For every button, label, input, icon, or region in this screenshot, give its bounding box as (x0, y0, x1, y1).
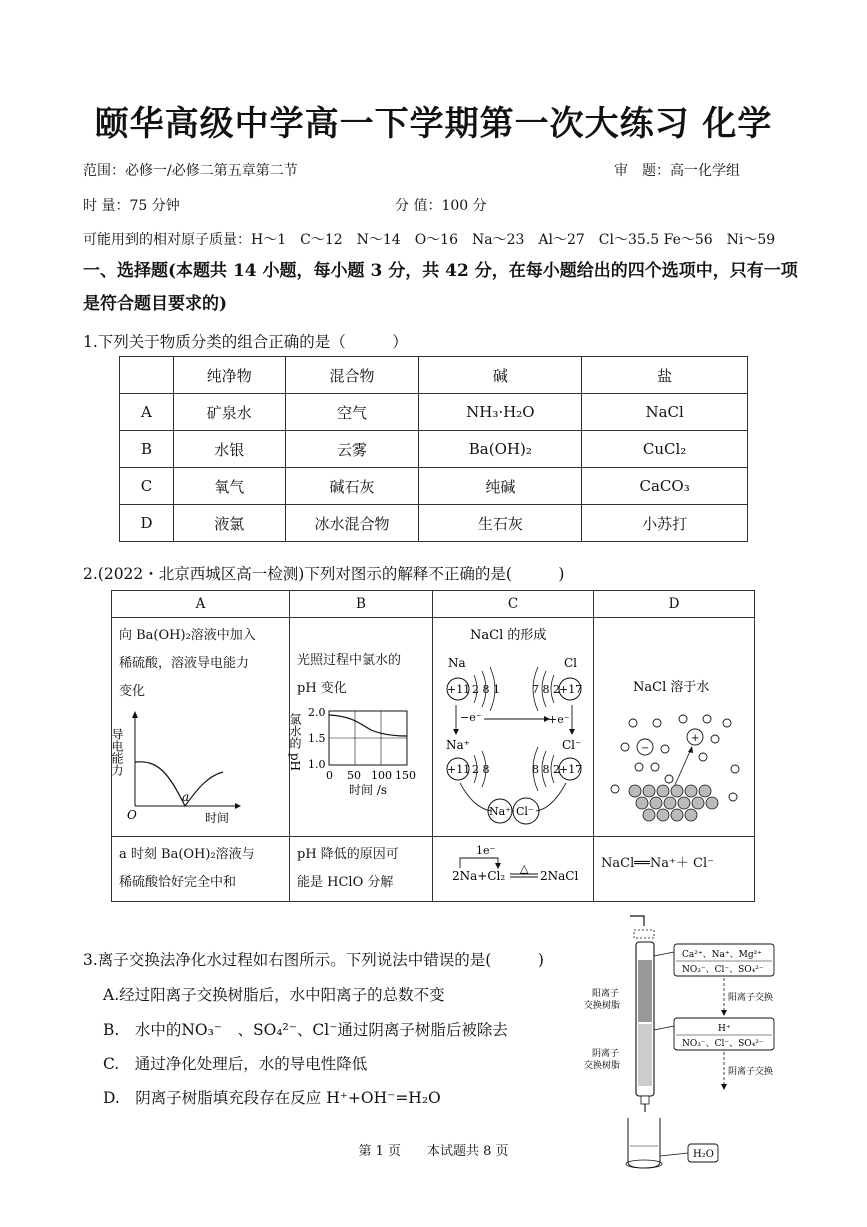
cell-d-explanation (594, 837, 755, 902)
table-cell: 云雾 (285, 431, 419, 468)
time: 时 量：75 分钟 (83, 198, 180, 214)
q1-stem: 1.下列关于物质分类的组合正确的是（ ） (83, 333, 408, 351)
score: 分 值：100 分 (395, 198, 487, 214)
b-xtick: 150 (395, 769, 416, 782)
d-title: NaCl 溶于水 (633, 680, 710, 695)
table-header: 混合物 (285, 357, 419, 394)
conductivity-graph (110, 706, 288, 825)
c-lose: −e⁻ (460, 711, 482, 724)
a-desc-line: 稀硫酸，溶液导电能力 (119, 656, 250, 671)
minus-ion-symbol: − (641, 743, 650, 754)
scope: 范围：必修一/必修二第五章第二节 (83, 163, 298, 179)
c-na: Na (448, 656, 466, 670)
nacl-formation-diagram (434, 619, 592, 831)
table-row (120, 505, 748, 542)
c-title: NaCl 的形成 (470, 628, 547, 643)
crystal-lattice (629, 785, 718, 821)
table-cell: CaCO₃ (582, 468, 748, 505)
c-cl-ion-top: Cl⁻ (562, 738, 582, 752)
redox-equation (434, 838, 592, 896)
c-expl-e: 1e⁻ (476, 844, 496, 857)
table-header: B (290, 591, 433, 618)
q1-table (119, 356, 748, 542)
c-cl-ion: Cl⁻ (516, 805, 534, 818)
q3-option-b: B. 水中的NO₃⁻ 、SO₄²⁻、Cl⁻通过阴离子树脂后被除去 (103, 1021, 508, 1039)
table-cell: 氧气 (173, 468, 285, 505)
b-desc-line: pH 变化 (297, 681, 347, 696)
c-na-ion: Na⁺ (489, 805, 511, 818)
cation-step: 阳离子交换 (728, 993, 774, 1003)
c-na-ion-shells: 2 8 (472, 763, 490, 776)
anion-label-1: 阴离子 (592, 1049, 620, 1059)
c-expl-cond: △ (520, 862, 529, 875)
a-xlabel: 时间 (205, 811, 230, 825)
table-cell: A (120, 394, 174, 431)
cell-b-figure (290, 618, 433, 837)
table-header-row (120, 357, 748, 394)
c-cl-ion-shells: 8 8 2 (532, 763, 560, 776)
a-desc-line: 向 Ba(OH)₂溶液中加入 (119, 628, 256, 643)
c-cl-shells: 7 8 2 (532, 683, 560, 696)
plus-ion-symbol: + (691, 733, 700, 744)
table-header: 纯净物 (173, 357, 285, 394)
table-cell: NaCl (582, 394, 748, 431)
table-cell: 生石灰 (419, 505, 582, 542)
b-ylabel: 氯水的 pH (288, 713, 302, 771)
c-cl-nucleus: +17 (559, 683, 583, 696)
a-expl-line: a 时刻 Ba(OH)₂溶液与 (119, 847, 255, 862)
cation-label-1: 阳离子 (592, 989, 620, 999)
table-cell: 纯碱 (419, 468, 582, 505)
table-row (112, 837, 755, 902)
anion-label-2: 交换树脂 (584, 1061, 621, 1071)
c-na-ion-top: Na⁺ (446, 738, 470, 752)
c-cl: Cl (564, 656, 578, 670)
table-cell: 液氯 (173, 505, 285, 542)
page-title: 颐华高级中学高一下学期第一次大练习 化学 (94, 104, 773, 144)
cell-b-explanation (290, 837, 433, 902)
table-cell: 空气 (285, 394, 419, 431)
table-header: D (594, 591, 755, 618)
table-header-row (112, 591, 755, 618)
d-expl: NaCl══Na⁺＋ Cl⁻ (601, 856, 714, 871)
cell-d-figure (594, 618, 755, 837)
q2-table (111, 590, 755, 902)
q3-option-a: A.经过阳离子交换树脂后，水中阳离子的总数不变 (103, 986, 445, 1004)
c-na-shells: 2 8 1 (472, 683, 500, 696)
table-row (120, 468, 748, 505)
atomic-masses: 可能用到的相对原子质量：H～1 C～12 N～14 O～16 Na～23 Al～27 Cl～35.5 Fe～56 Ni～59 (83, 232, 776, 248)
ion-exchange-apparatus (578, 912, 788, 1174)
a-desc-line: 变化 (119, 684, 146, 699)
top-box-anions: NO₃⁻、Cl⁻、SO₄²⁻ (682, 965, 764, 975)
table-cell: 冰水混合物 (285, 505, 419, 542)
b-desc-line: 光照过程中氯水的 (297, 653, 402, 668)
table-cell: CuCl₂ (582, 431, 748, 468)
q2-stem: 2.(2022・北京西城区高一检测)下列对图示的解释不正确的是( ) (83, 565, 565, 583)
q3-option-d: D. 阴离子树脂填充段存在反应 H⁺+OH⁻=H₂O (103, 1089, 441, 1107)
section-heading-line2: 是符合题目要求的) (83, 294, 228, 314)
mid-box-cation: H⁺ (718, 1024, 731, 1034)
table-cell: Ba(OH)₂ (419, 431, 582, 468)
bottom-box-water: H₂O (693, 1149, 714, 1160)
nacl-dissolution-diagram (595, 619, 753, 831)
q3-option-c: C. 通过净化处理后，水的导电性降低 (103, 1055, 368, 1073)
table-cell: 碱石灰 (285, 468, 419, 505)
table-header: C (433, 591, 594, 618)
table-cell: D (120, 505, 174, 542)
b-expl-line: pH 降低的原因可 (297, 847, 399, 862)
a-expl-line: 稀硫酸恰好完全中和 (119, 875, 237, 890)
table-row (120, 431, 748, 468)
table-header: 碱 (419, 357, 582, 394)
table-row (112, 618, 755, 837)
table-cell: 小苏打 (582, 505, 748, 542)
q3-stem: 3.离子交换法净化水过程如右图所示。下列说法中错误的是( ) (83, 951, 544, 969)
table-cell: NH₃·H₂O (419, 394, 582, 431)
page-footer: 第 1 页 本试题共 8 页 (358, 1144, 509, 1159)
ph-graph (288, 703, 431, 799)
table-header: 盐 (582, 357, 748, 394)
table-header: A (112, 591, 290, 618)
table-header (120, 357, 174, 394)
a-ylabel: 导电能力 (110, 728, 124, 776)
c-gain: +e⁻ (548, 713, 570, 726)
b-xlabel: 时间 /s (349, 783, 388, 797)
mid-box-anions: NO₃⁻、Cl⁻、SO₄²⁻ (682, 1039, 764, 1049)
table-cell: 水银 (173, 431, 285, 468)
a-origin: O (127, 808, 137, 822)
table-cell: B (120, 431, 174, 468)
cell-a-figure (112, 618, 290, 837)
c-na-nucleus: +11 (447, 683, 471, 696)
a-point: a (182, 790, 190, 804)
cell-c-explanation (433, 837, 594, 902)
c-cl-ion-nucleus: +17 (559, 763, 583, 776)
b-ytick: 2.0 (308, 706, 326, 719)
cation-label-2: 交换树脂 (584, 1001, 621, 1011)
c-expl-left: 2Na+Cl₂ (452, 869, 506, 883)
table-cell: 矿泉水 (173, 394, 285, 431)
cell-a-explanation (112, 837, 290, 902)
table-cell: C (120, 468, 174, 505)
c-expl-right: 2NaCl (540, 869, 579, 883)
b-xtick: 50 (347, 769, 361, 782)
b-ytick: 1.5 (308, 732, 326, 745)
b-expl-line: 能是 HClO 分解 (297, 875, 394, 890)
b-xtick: 0 (326, 769, 333, 782)
b-ytick: 1.0 (308, 758, 326, 771)
anion-step: 阴离子交换 (728, 1067, 774, 1077)
reviewer: 审 题：高一化学组 (614, 163, 740, 179)
c-na-ion-nucleus: +11 (447, 763, 471, 776)
b-xtick: 100 (371, 769, 392, 782)
cell-c-figure (433, 618, 594, 837)
top-box-cations: Ca²⁺、Na⁺、Mg²⁺ (682, 950, 762, 960)
section-heading-line1: 一、选择题(本题共 14 小题，每小题 3 分，共 42 分，在每小题给出的四个选项中，只有一项 (83, 261, 798, 281)
table-row (120, 394, 748, 431)
